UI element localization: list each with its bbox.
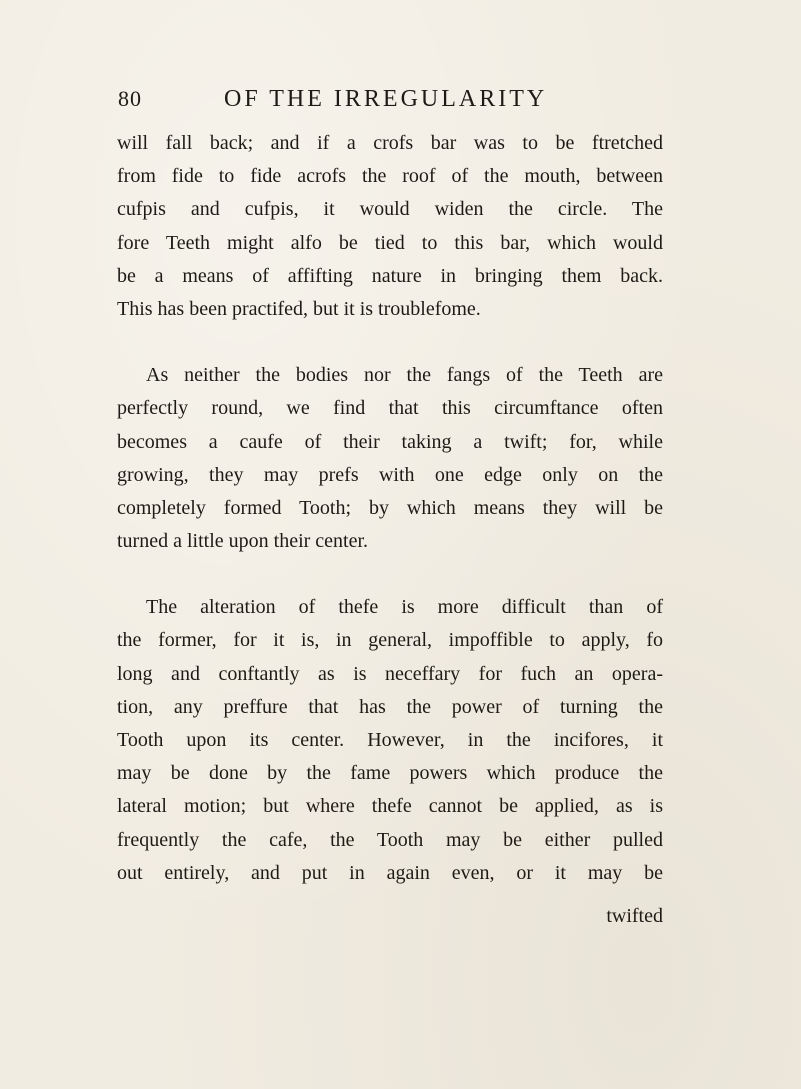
running-head: OF THE IRREGULARITY <box>224 86 548 112</box>
text-line: long and conftantly as is neceffary for fuch an opera- <box>117 662 663 685</box>
text-line: As neither the bodies nor the fangs of the Teeth are <box>146 364 663 387</box>
text-line: frequently the cafe, the Tooth may be either pulled <box>117 828 663 851</box>
text-line: the former, for it is, in general, impoffible to apply, fo <box>117 629 663 652</box>
text-line: cufpis and cufpis, it would widen the circle. The <box>117 198 663 221</box>
text-line: The alteration of thefe is more difficult than of <box>146 596 663 619</box>
text-line: fore Teeth might alfo be tied to this bar, which would <box>117 231 663 254</box>
text-line: may be done by the fame powers which produce the <box>117 762 663 785</box>
text-line: will fall back; and if a crofs bar was to be ftretched <box>117 132 663 154</box>
text-line: lateral motion; but where thefe cannot be applied, as is <box>117 795 663 818</box>
text-line: becomes a caufe of their taking a twift; for, while <box>117 430 663 453</box>
text-line: Tooth upon its center. However, in the incifores, it <box>117 729 663 751</box>
text-line: This has been practifed, but it is troublefome. <box>117 297 481 320</box>
text-line: turned a little upon their center. <box>117 530 369 553</box>
catchword: twifted <box>606 905 663 927</box>
body-text <box>117 127 663 890</box>
paragraph-2 <box>117 359 663 558</box>
text-line: perfectly round, we find that this circumftance often <box>117 397 663 420</box>
text-line: be a means of affifting nature in bringing them back. <box>117 264 663 287</box>
text-line: growing, they may prefs with one edge only on the <box>117 463 663 486</box>
page-header <box>118 86 678 116</box>
text-line: from fide to fide acrofs the roof of the mouth, between <box>117 165 663 188</box>
paragraph-1 <box>117 127 663 326</box>
text-line: out entirely, and put in again even, or it may be <box>117 861 663 884</box>
paragraph-3 <box>117 591 663 890</box>
text-line: completely formed Tooth; by which means they will be <box>117 496 663 519</box>
text-line: tion, any preffure that has the power of turning the <box>117 695 663 718</box>
page-number: 80 <box>118 86 142 111</box>
